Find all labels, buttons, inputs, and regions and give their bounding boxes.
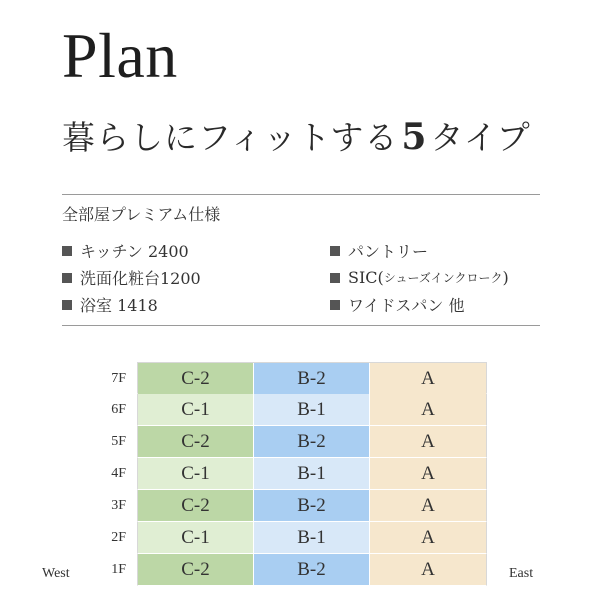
unit-cell-a: A xyxy=(370,490,486,521)
unit-cell-a: A xyxy=(370,426,486,457)
spec-item-kitchen xyxy=(62,237,201,264)
floor-label: 6F xyxy=(111,401,126,417)
spec-item-label: SIC( xyxy=(348,268,384,287)
floor-row-1f xyxy=(111,554,487,586)
spec-heading: 全部屋プレミアム仕様 xyxy=(62,205,221,224)
spec-item-note: シューズインクローク xyxy=(383,271,503,285)
subtitle-suffix: タイプ xyxy=(430,118,531,157)
unit-cell-c: C-2 xyxy=(138,554,254,585)
page-subtitle xyxy=(62,112,531,163)
unit-cell-c: C-2 xyxy=(138,490,254,521)
unit-cell-c: C-1 xyxy=(138,394,254,425)
spec-item-wide-span xyxy=(330,291,509,318)
unit-cell-b: B-2 xyxy=(254,426,370,457)
unit-cell-b: B-1 xyxy=(254,522,370,553)
spec-item-label: キッチン 2400 xyxy=(80,242,189,261)
floor-row-3f xyxy=(111,490,487,522)
east-label: East xyxy=(509,566,534,581)
unit-cell-c: C-2 xyxy=(138,426,254,457)
unit-cell-b: B-2 xyxy=(254,554,370,585)
spec-item-vanity xyxy=(62,264,201,291)
bottom-divider xyxy=(62,325,540,326)
square-bullet-icon xyxy=(62,300,72,310)
unit-cell-c: C-1 xyxy=(138,458,254,489)
spec-item-sic xyxy=(330,264,509,291)
floor-row-2f xyxy=(111,522,487,554)
floor-row-4f xyxy=(111,458,487,490)
unit-cell-a: A xyxy=(370,522,486,553)
spec-item-suffix: ) xyxy=(502,268,509,287)
spec-item-label: パントリー xyxy=(348,242,429,261)
floor-label: 5F xyxy=(111,433,126,449)
unit-cell-c: C-2 xyxy=(138,363,254,394)
subtitle-number: 5 xyxy=(401,116,428,158)
top-divider xyxy=(62,194,540,195)
floor-label: 7F xyxy=(111,370,126,386)
unit-cell-b: B-2 xyxy=(254,363,370,394)
floor-label: 1F xyxy=(111,561,126,577)
floor-label: 4F xyxy=(111,465,126,481)
unit-cell-b: B-1 xyxy=(254,394,370,425)
floor-plan-grid xyxy=(111,362,487,586)
square-bullet-icon xyxy=(330,300,340,310)
spec-item-label: 浴室 1418 xyxy=(80,296,158,315)
unit-cell-c: C-1 xyxy=(138,522,254,553)
spec-item-label: 洗面化粧台1200 xyxy=(80,269,201,288)
square-bullet-icon xyxy=(330,273,340,283)
spec-list-left xyxy=(62,237,201,318)
unit-cell-a: A xyxy=(370,363,486,394)
floor-row-6f xyxy=(111,394,487,426)
spec-item-label: ワイドスパン 他 xyxy=(348,296,465,315)
unit-cell-b: B-2 xyxy=(254,490,370,521)
floor-label: 3F xyxy=(111,497,126,513)
square-bullet-icon xyxy=(62,246,72,256)
floor-label: 2F xyxy=(111,529,126,545)
unit-cell-a: A xyxy=(370,394,486,425)
west-label: West xyxy=(42,566,70,581)
spec-item-bathroom xyxy=(62,291,201,318)
floor-row-5f xyxy=(111,426,487,458)
unit-cell-a: A xyxy=(370,458,486,489)
subtitle-text: 暮らしにフィットする xyxy=(62,118,399,157)
square-bullet-icon xyxy=(62,273,72,283)
unit-cell-a: A xyxy=(370,554,486,585)
spec-item-pantry xyxy=(330,237,509,264)
floor-row-7f xyxy=(111,362,487,394)
square-bullet-icon xyxy=(330,246,340,256)
spec-list-right xyxy=(330,237,509,318)
page-title: Plan xyxy=(62,20,178,91)
unit-cell-b: B-1 xyxy=(254,458,370,489)
